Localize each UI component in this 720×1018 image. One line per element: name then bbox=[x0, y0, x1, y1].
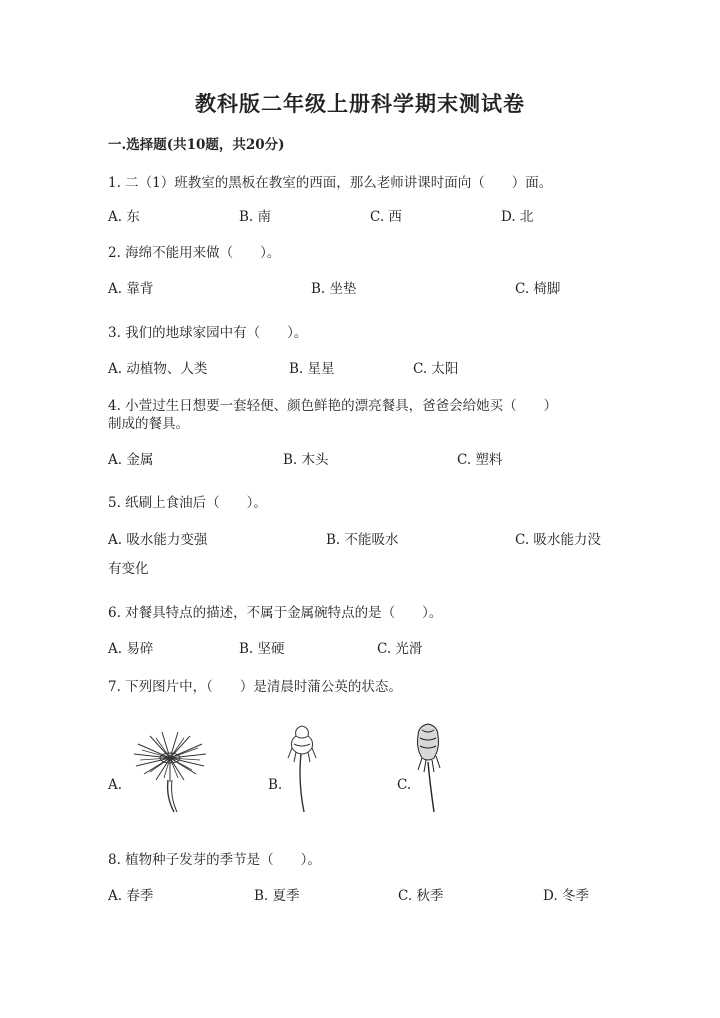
q4-option-b[interactable]: B. 木头 bbox=[283, 452, 329, 468]
q4-option-c[interactable]: C. 塑料 bbox=[457, 452, 503, 468]
q7-option-c[interactable]: C. bbox=[397, 777, 412, 793]
dandelion-open-flower-icon bbox=[120, 722, 220, 814]
q8-option-d[interactable]: D. 冬季 bbox=[543, 888, 589, 904]
q6-option-a[interactable]: A. 易碎 bbox=[108, 641, 154, 657]
section-heading: 一.选择题(共10题，共20分) bbox=[108, 137, 285, 153]
question-6-stem: 6. 对餐具特点的描述，不属于金属碗特点的是（ ）。 bbox=[108, 605, 443, 621]
q3-option-b[interactable]: B. 星星 bbox=[289, 361, 335, 377]
q5-option-b[interactable]: B. 不能吸水 bbox=[326, 532, 399, 548]
q1-option-a[interactable]: A. 东 bbox=[108, 209, 140, 225]
question-1-stem: 1. 二（1）班教室的黑板在教室的西面，那么老师讲课时面向（ ）面。 bbox=[108, 175, 553, 191]
q2-option-a[interactable]: A. 靠背 bbox=[108, 281, 154, 297]
dandelion-half-closed-icon bbox=[282, 722, 322, 814]
q6-option-c[interactable]: C. 光滑 bbox=[377, 641, 423, 657]
q1-option-b[interactable]: B. 南 bbox=[239, 209, 272, 225]
question-7-stem: 7. 下列图片中，（ ）是清晨时蒲公英的状态。 bbox=[108, 679, 402, 695]
q4-option-a[interactable]: A. 金属 bbox=[108, 452, 154, 468]
q7-option-a[interactable]: A. bbox=[108, 777, 123, 793]
question-2-stem: 2. 海绵不能用来做（ ）。 bbox=[108, 245, 281, 261]
q8-option-c[interactable]: C. 秋季 bbox=[398, 888, 444, 904]
question-8-stem: 8. 植物种子发芽的季节是（ ）。 bbox=[108, 852, 321, 868]
q1-option-d[interactable]: D. 北 bbox=[501, 209, 534, 225]
q5-option-c[interactable]: C. 吸水能力没 bbox=[515, 532, 601, 548]
q2-option-b[interactable]: B. 坐垫 bbox=[311, 281, 357, 297]
q7-option-b[interactable]: B. bbox=[268, 777, 283, 793]
question-4-stem: 4. 小萱过生日想要一套轻便、颜色鲜艳的漂亮餐具，爸爸会给她买（ ） bbox=[108, 398, 558, 414]
dandelion-closed-bud-icon bbox=[408, 722, 448, 814]
page-title: 教科版二年级上册科学期末测试卷 bbox=[195, 91, 525, 116]
q8-option-b[interactable]: B. 夏季 bbox=[254, 888, 300, 904]
question-5-stem: 5. 纸刷上食油后（ ）。 bbox=[108, 495, 267, 511]
q6-option-b[interactable]: B. 坚硬 bbox=[239, 641, 285, 657]
question-4-stem-line2: 制成的餐具。 bbox=[108, 416, 189, 432]
question-3-stem: 3. 我们的地球家园中有（ ）。 bbox=[108, 325, 308, 341]
q3-option-a[interactable]: A. 动植物、人类 bbox=[108, 361, 208, 377]
q1-option-c[interactable]: C. 西 bbox=[370, 209, 402, 225]
q5-option-a[interactable]: A. 吸水能力变强 bbox=[108, 532, 208, 548]
q2-option-c[interactable]: C. 椅脚 bbox=[515, 281, 561, 297]
q8-option-a[interactable]: A. 春季 bbox=[108, 888, 154, 904]
q5-option-c-wrap: 有变化 bbox=[108, 561, 149, 577]
q3-option-c[interactable]: C. 太阳 bbox=[413, 361, 459, 377]
